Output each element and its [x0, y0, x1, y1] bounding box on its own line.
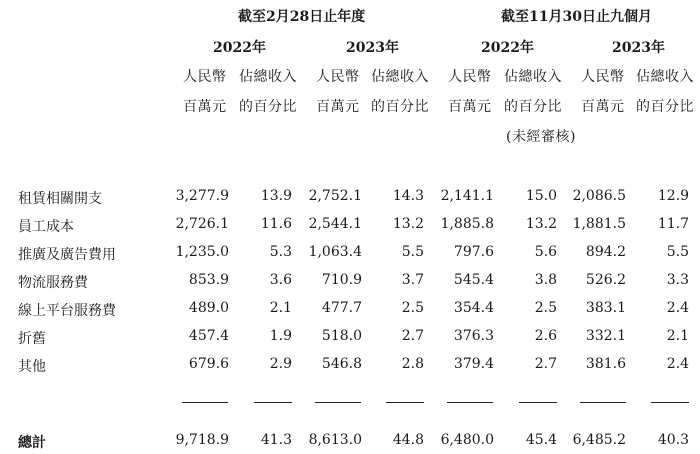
percentage-cell: 1.9 [269, 328, 292, 344]
percentage-cell: 2.1 [269, 300, 292, 316]
total-label: 總計 [18, 435, 46, 451]
percentage-cell: 13.2 [525, 216, 557, 232]
year-header-2023-annual: 2023年 [346, 40, 399, 56]
percentage-cell: 15.0 [525, 188, 557, 204]
total-percentage-cell: 41.3 [260, 432, 292, 448]
percentage-cell: 5.3 [269, 244, 292, 260]
total-percentage-cell: 45.4 [525, 432, 557, 448]
subtotal-rule [519, 402, 557, 403]
amount-cell: 2,752.1 [308, 188, 362, 204]
percentage-cell: 5.6 [534, 244, 557, 260]
amount-cell: 1,885.8 [440, 216, 494, 232]
subtotal-rule [182, 402, 228, 403]
amount-cell: 3,277.9 [175, 188, 229, 204]
amount-cell: 2,544.1 [308, 216, 362, 232]
col-header-million: 百萬元 [581, 99, 625, 115]
percentage-cell: 2.5 [401, 300, 424, 316]
year-header-2023-nine: 2023年 [612, 40, 665, 56]
year-header-2022-annual: 2022年 [213, 40, 266, 56]
row-label: 線上平台服務費 [18, 303, 116, 319]
amount-cell: 381.6 [585, 356, 626, 372]
amount-cell: 1,881.5 [572, 216, 626, 232]
col-header-rmb: 人民幣 [448, 69, 492, 85]
amount-cell: 2,086.5 [572, 188, 626, 204]
percentage-cell: 2.9 [269, 356, 292, 372]
year-header-2022-nine: 2022年 [481, 40, 534, 56]
subtotal-rule [254, 402, 292, 403]
percentage-cell: 2.4 [666, 300, 689, 316]
col-header-million: 百萬元 [448, 99, 492, 115]
amount-cell: 383.1 [585, 300, 626, 316]
percentage-cell: 11.6 [260, 216, 292, 232]
percentage-cell: 13.9 [260, 188, 292, 204]
amount-cell: 1,063.4 [308, 244, 362, 260]
amount-cell: 894.2 [585, 244, 626, 260]
percentage-cell: 2.1 [666, 328, 689, 344]
percentage-cell: 2.7 [534, 356, 557, 372]
col-header-million: 百萬元 [183, 99, 227, 115]
col-header-pct: 佔總收入 [371, 69, 429, 85]
col-header-of-total: 的百分比 [371, 99, 429, 115]
group-header-annual: 截至2月28日止年度 [238, 9, 366, 25]
percentage-cell: 2.5 [534, 300, 557, 316]
percentage-cell: 3.3 [666, 272, 689, 288]
col-header-pct: 佔總收入 [504, 69, 562, 85]
amount-cell: 1,235.0 [175, 244, 229, 260]
subtotal-rule [580, 402, 626, 403]
row-label: 其他 [18, 359, 46, 375]
amount-cell: 526.2 [585, 272, 626, 288]
col-header-of-total: 的百分比 [504, 99, 562, 115]
total-amount-cell: 6,480.0 [440, 432, 494, 448]
amount-cell: 477.7 [321, 300, 362, 316]
amount-cell: 489.0 [188, 300, 229, 316]
amount-cell: 2,141.1 [440, 188, 494, 204]
amount-cell: 679.6 [188, 356, 229, 372]
col-header-pct: 佔總收入 [636, 69, 694, 85]
percentage-cell: 3.6 [269, 272, 292, 288]
percentage-cell: 2.7 [401, 328, 424, 344]
percentage-cell: 11.7 [657, 216, 689, 232]
total-amount-cell: 6,485.2 [572, 432, 626, 448]
amount-cell: 354.4 [453, 300, 494, 316]
unaudited-note: (未經審核) [506, 129, 576, 145]
subtotal-rule [315, 402, 361, 403]
amount-cell: 457.4 [188, 328, 229, 344]
col-header-pct: 佔總收入 [239, 69, 297, 85]
col-header-of-total: 的百分比 [636, 99, 694, 115]
amount-cell: 710.9 [321, 272, 362, 288]
amount-cell: 2,726.1 [175, 216, 229, 232]
percentage-cell: 13.2 [392, 216, 424, 232]
amount-cell: 518.0 [321, 328, 362, 344]
amount-cell: 546.8 [321, 356, 362, 372]
subtotal-rule [386, 402, 424, 403]
percentage-cell: 5.5 [401, 244, 424, 260]
row-label: 折舊 [18, 331, 46, 347]
group-header-nine-months: 截至11月30日止九個月 [501, 9, 652, 25]
percentage-cell: 5.5 [666, 244, 689, 260]
percentage-cell: 12.9 [657, 188, 689, 204]
amount-cell: 332.1 [585, 328, 626, 344]
percentage-cell: 2.8 [401, 356, 424, 372]
col-header-of-total: 的百分比 [239, 99, 297, 115]
row-label: 員工成本 [18, 219, 74, 235]
amount-cell: 545.4 [453, 272, 494, 288]
row-label: 租賃相關開支 [18, 191, 102, 207]
total-percentage-cell: 40.3 [657, 432, 689, 448]
col-header-rmb: 人民幣 [183, 69, 227, 85]
row-label: 推廣及廣告費用 [18, 247, 116, 263]
col-header-rmb: 人民幣 [316, 69, 360, 85]
col-header-rmb: 人民幣 [581, 69, 625, 85]
amount-cell: 376.3 [453, 328, 494, 344]
percentage-cell: 2.6 [534, 328, 557, 344]
subtotal-rule [651, 402, 689, 403]
amount-cell: 797.6 [453, 244, 494, 260]
percentage-cell: 3.8 [534, 272, 557, 288]
col-header-million: 百萬元 [316, 99, 360, 115]
subtotal-rule [447, 402, 493, 403]
total-percentage-cell: 44.8 [392, 432, 424, 448]
percentage-cell: 14.3 [392, 188, 424, 204]
amount-cell: 379.4 [453, 356, 494, 372]
percentage-cell: 3.7 [401, 272, 424, 288]
row-label: 物流服務費 [18, 275, 88, 291]
amount-cell: 853.9 [188, 272, 229, 288]
total-amount-cell: 8,613.0 [308, 432, 362, 448]
total-amount-cell: 9,718.9 [175, 432, 229, 448]
percentage-cell: 2.4 [666, 356, 689, 372]
